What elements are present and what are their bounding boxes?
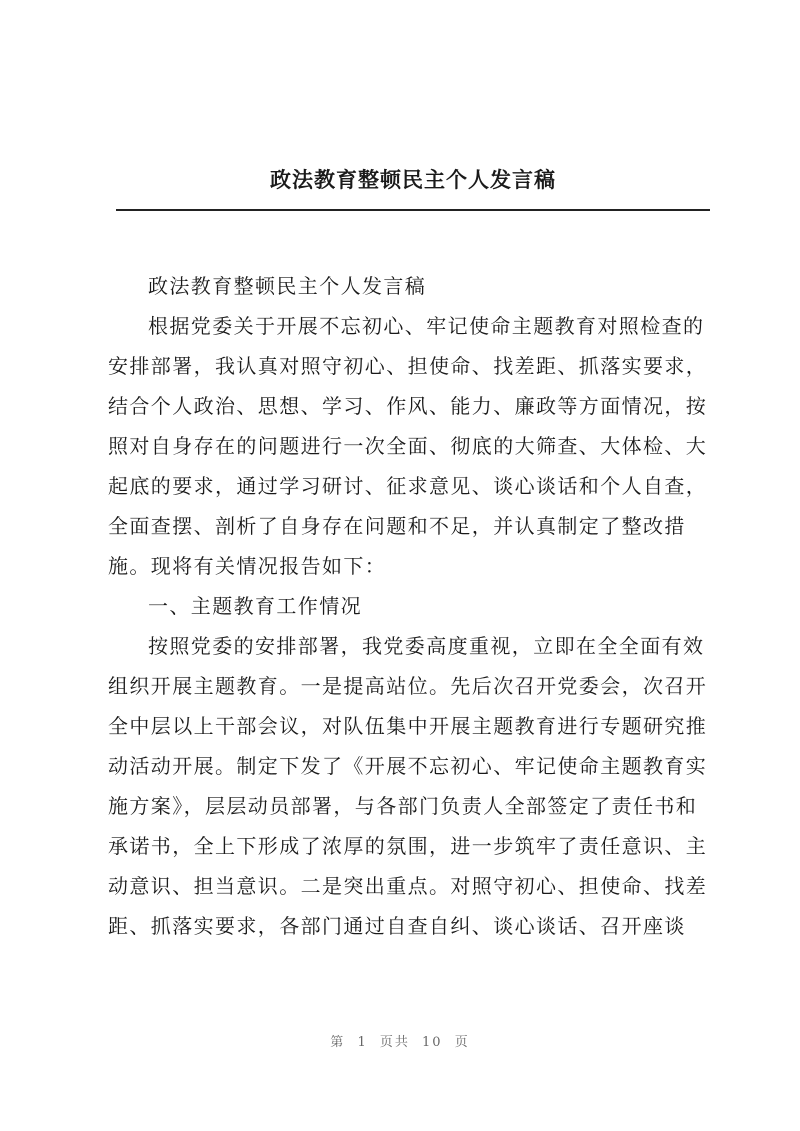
body-line: 根据党委关于开展不忘初心、牢记使命主题教育对照检查的	[148, 314, 705, 338]
page-label-prefix: 第	[330, 1035, 346, 1050]
body-line: 全中层以上干部会议，对队伍集中开展主题教育进行专题研究推	[108, 714, 708, 738]
body-line: 动意识、担当意识。二是突出重点。对照守初心、担使命、找差	[108, 874, 708, 898]
title-underline	[116, 209, 710, 211]
page-label-suffix: 页	[454, 1035, 470, 1050]
body-line: 承诺书，全上下形成了浓厚的氛围，进一步筑牢了责任意识、主	[108, 834, 708, 858]
body-line: 起底的要求，通过学习研讨、征求意见、谈心谈话和个人自查，	[108, 474, 708, 498]
total-pages-number: 10	[422, 1035, 443, 1050]
body-line: 距、抓落实要求，各部门通过自查自纠、谈心谈话、召开座谈	[108, 914, 686, 938]
body-line: 照对自身存在的问题进行一次全面、彻底的大筛查、大体检、大	[108, 434, 708, 458]
body-line: 施。现将有关情况报告如下：	[108, 554, 387, 578]
document-body	[108, 266, 710, 946]
body-line: 结合个人政治、思想、学习、作风、能力、廉政等方面情况，按	[108, 394, 708, 418]
body-line: 动活动开展。制定下发了《开展不忘初心、牢记使命主题教育实	[108, 754, 708, 778]
page-footer	[0, 1031, 800, 1050]
section-heading: 一、主题教育工作情况	[148, 594, 362, 618]
body-line: 安排部署，我认真对照守初心、担使命、找差距、抓落实要求，	[108, 354, 708, 378]
body-line: 按照党委的安排部署，我党委高度重视，立即在全全面有效	[148, 634, 705, 658]
body-line: 政法教育整顿民主个人发言稿	[148, 274, 427, 298]
body-line: 全面查摆、剖析了自身存在问题和不足，并认真制定了整改措	[108, 514, 686, 538]
body-line: 组织开展主题教育。一是提高站位。先后次召开党委会，次召开	[108, 674, 708, 698]
body-line: 施方案》，层层动员部署，与各部门负责人全部签定了责任书和	[108, 794, 698, 818]
current-page-number: 1	[357, 1035, 368, 1050]
page-label-mid: 页共	[379, 1035, 410, 1050]
document-title: 政法教育整顿民主个人发言稿	[270, 168, 556, 192]
